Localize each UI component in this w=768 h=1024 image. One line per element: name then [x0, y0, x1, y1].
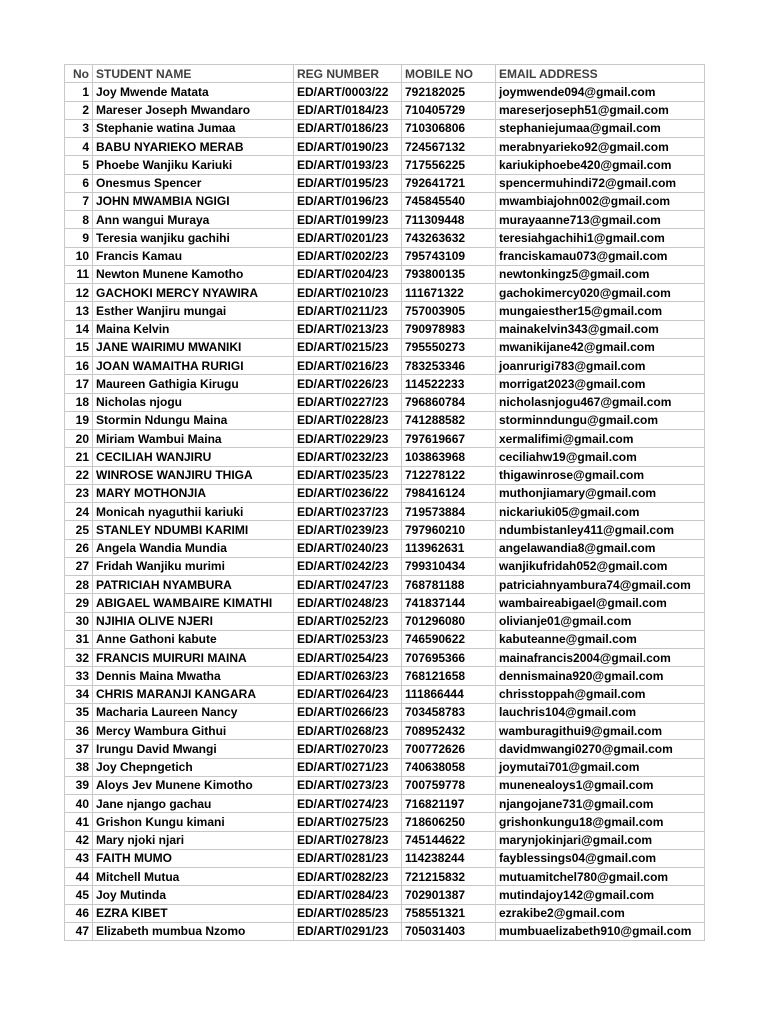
- cell-email-address: nicholasnjogu467@gmail.com: [496, 393, 705, 411]
- cell-no: 26: [65, 539, 93, 557]
- cell-mobile-no: 798416124: [402, 484, 496, 502]
- cell-email-address: merabnyarieko92@gmail.com: [496, 138, 705, 156]
- cell-email-address: chrisstoppah@gmail.com: [496, 685, 705, 703]
- table-row: [65, 685, 705, 703]
- cell-email-address: wambaireabigael@gmail.com: [496, 594, 705, 612]
- cell-student-name: Macharia Laureen Nancy: [93, 703, 294, 721]
- cell-reg-number: ED/ART/0216/23: [294, 357, 402, 375]
- table-row: [65, 703, 705, 721]
- cell-student-name: MARY MOTHONJIA: [93, 484, 294, 502]
- cell-reg-number: ED/ART/0278/23: [294, 831, 402, 849]
- table-row: [65, 503, 705, 521]
- cell-email-address: fayblessings04@gmail.com: [496, 849, 705, 867]
- cell-reg-number: ED/ART/0273/23: [294, 776, 402, 794]
- cell-email-address: joymwende094@gmail.com: [496, 83, 705, 101]
- cell-student-name: CHRIS MARANJI KANGARA: [93, 685, 294, 703]
- cell-mobile-no: 795550273: [402, 338, 496, 356]
- cell-no: 2: [65, 101, 93, 119]
- cell-mobile-no: 707695366: [402, 649, 496, 667]
- cell-email-address: teresiahgachihi1@gmail.com: [496, 229, 705, 247]
- cell-mobile-no: 741288582: [402, 411, 496, 429]
- table-row: [65, 357, 705, 375]
- cell-reg-number: ED/ART/0003/22: [294, 83, 402, 101]
- cell-reg-number: ED/ART/0252/23: [294, 612, 402, 630]
- table-row: [65, 302, 705, 320]
- cell-no: 21: [65, 448, 93, 466]
- cell-mobile-no: 111671322: [402, 284, 496, 302]
- cell-no: 11: [65, 265, 93, 283]
- cell-email-address: joymutai701@gmail.com: [496, 758, 705, 776]
- table-row: [65, 922, 705, 940]
- cell-mobile-no: 113962631: [402, 539, 496, 557]
- cell-student-name: Ann wangui Muraya: [93, 211, 294, 229]
- cell-student-name: FRANCIS MUIRURI MAINA: [93, 649, 294, 667]
- cell-email-address: kariukiphoebe420@gmail.com: [496, 156, 705, 174]
- cell-mobile-no: 758551321: [402, 904, 496, 922]
- cell-mobile-no: 114238244: [402, 849, 496, 867]
- cell-no: 36: [65, 722, 93, 740]
- cell-student-name: Onesmus Spencer: [93, 174, 294, 192]
- cell-student-name: JOAN WAMAITHA RURIGI: [93, 357, 294, 375]
- cell-mobile-no: 716821197: [402, 795, 496, 813]
- header-row: [65, 65, 705, 83]
- cell-no: 16: [65, 357, 93, 375]
- cell-no: 37: [65, 740, 93, 758]
- cell-reg-number: ED/ART/0210/23: [294, 284, 402, 302]
- cell-student-name: Monicah nyaguthii kariuki: [93, 503, 294, 521]
- table-row: [65, 466, 705, 484]
- cell-mobile-no: 740638058: [402, 758, 496, 776]
- table-row: [65, 868, 705, 886]
- cell-email-address: lauchris104@gmail.com: [496, 703, 705, 721]
- cell-no: 14: [65, 320, 93, 338]
- table-row: [65, 83, 705, 101]
- cell-student-name: Angela Wandia Mundia: [93, 539, 294, 557]
- cell-reg-number: ED/ART/0263/23: [294, 667, 402, 685]
- header-email-address: EMAIL ADDRESS: [496, 65, 705, 83]
- cell-no: 15: [65, 338, 93, 356]
- cell-reg-number: ED/ART/0199/23: [294, 211, 402, 229]
- cell-no: 23: [65, 484, 93, 502]
- cell-student-name: Jane njango gachau: [93, 795, 294, 813]
- cell-student-name: Mareser Joseph Mwandaro: [93, 101, 294, 119]
- cell-no: 33: [65, 667, 93, 685]
- cell-no: 3: [65, 119, 93, 137]
- cell-email-address: dennismaina920@gmail.com: [496, 667, 705, 685]
- cell-email-address: murayaanne713@gmail.com: [496, 211, 705, 229]
- cell-email-address: mumbuaelizabeth910@gmail.com: [496, 922, 705, 940]
- cell-student-name: Phoebe Wanjiku Kariuki: [93, 156, 294, 174]
- cell-reg-number: ED/ART/0186/23: [294, 119, 402, 137]
- cell-email-address: davidmwangi0270@gmail.com: [496, 740, 705, 758]
- cell-no: 10: [65, 247, 93, 265]
- cell-no: 1: [65, 83, 93, 101]
- table-header: [65, 65, 705, 83]
- cell-student-name: Miriam Wambui Maina: [93, 430, 294, 448]
- cell-reg-number: ED/ART/0201/23: [294, 229, 402, 247]
- table-row: [65, 740, 705, 758]
- cell-student-name: Maina Kelvin: [93, 320, 294, 338]
- cell-email-address: wanjikufridah052@gmail.com: [496, 557, 705, 575]
- cell-email-address: morrigat2023@gmail.com: [496, 375, 705, 393]
- cell-mobile-no: 114522233: [402, 375, 496, 393]
- cell-email-address: muthonjiamary@gmail.com: [496, 484, 705, 502]
- cell-reg-number: ED/ART/0184/23: [294, 101, 402, 119]
- cell-student-name: WINROSE WANJIRU THIGA: [93, 466, 294, 484]
- cell-no: 31: [65, 630, 93, 648]
- table-row: [65, 722, 705, 740]
- cell-email-address: mungaiesther15@gmail.com: [496, 302, 705, 320]
- cell-no: 41: [65, 813, 93, 831]
- cell-email-address: marynjokinjari@gmail.com: [496, 831, 705, 849]
- cell-mobile-no: 741837144: [402, 594, 496, 612]
- cell-mobile-no: 768121658: [402, 667, 496, 685]
- cell-email-address: mutuamitchel780@gmail.com: [496, 868, 705, 886]
- cell-no: 12: [65, 284, 93, 302]
- table-row: [65, 138, 705, 156]
- cell-student-name: ABIGAEL WAMBAIRE KIMATHI: [93, 594, 294, 612]
- cell-reg-number: ED/ART/0247/23: [294, 576, 402, 594]
- table-row: [65, 776, 705, 794]
- cell-no: 40: [65, 795, 93, 813]
- cell-student-name: Joy Mwende Matata: [93, 83, 294, 101]
- cell-no: 13: [65, 302, 93, 320]
- cell-mobile-no: 783253346: [402, 357, 496, 375]
- cell-reg-number: ED/ART/0248/23: [294, 594, 402, 612]
- cell-student-name: FAITH MUMO: [93, 849, 294, 867]
- cell-no: 32: [65, 649, 93, 667]
- cell-no: 22: [65, 466, 93, 484]
- cell-mobile-no: 711309448: [402, 211, 496, 229]
- cell-email-address: mainafrancis2004@gmail.com: [496, 649, 705, 667]
- cell-email-address: ezrakibe2@gmail.com: [496, 904, 705, 922]
- table-row: [65, 630, 705, 648]
- table-row: [65, 284, 705, 302]
- cell-no: 6: [65, 174, 93, 192]
- cell-no: 34: [65, 685, 93, 703]
- cell-student-name: Joy Chepngetich: [93, 758, 294, 776]
- cell-reg-number: ED/ART/0264/23: [294, 685, 402, 703]
- table-row: [65, 265, 705, 283]
- header-no: No: [65, 65, 93, 83]
- table-row: [65, 229, 705, 247]
- cell-email-address: wamburagithui9@gmail.com: [496, 722, 705, 740]
- cell-reg-number: ED/ART/0235/23: [294, 466, 402, 484]
- cell-no: 43: [65, 849, 93, 867]
- cell-reg-number: ED/ART/0239/23: [294, 521, 402, 539]
- cell-reg-number: ED/ART/0226/23: [294, 375, 402, 393]
- cell-reg-number: ED/ART/0240/23: [294, 539, 402, 557]
- cell-no: 27: [65, 557, 93, 575]
- cell-no: 7: [65, 192, 93, 210]
- cell-student-name: STANLEY NDUMBI KARIMI: [93, 521, 294, 539]
- cell-email-address: gachokimercy020@gmail.com: [496, 284, 705, 302]
- cell-email-address: mwambiajohn002@gmail.com: [496, 192, 705, 210]
- cell-mobile-no: 721215832: [402, 868, 496, 886]
- cell-mobile-no: 719573884: [402, 503, 496, 521]
- header-mobile-no: MOBILE NO: [402, 65, 496, 83]
- header-reg-number: REG NUMBER: [294, 65, 402, 83]
- cell-email-address: ceciliahw19@gmail.com: [496, 448, 705, 466]
- cell-mobile-no: 792182025: [402, 83, 496, 101]
- cell-student-name: Mercy Wambura Githui: [93, 722, 294, 740]
- table-row: [65, 393, 705, 411]
- cell-reg-number: ED/ART/0291/23: [294, 922, 402, 940]
- cell-email-address: njangojane731@gmail.com: [496, 795, 705, 813]
- cell-email-address: thigawinrose@gmail.com: [496, 466, 705, 484]
- cell-mobile-no: 746590622: [402, 630, 496, 648]
- table-row: [65, 795, 705, 813]
- cell-mobile-no: 708952432: [402, 722, 496, 740]
- cell-student-name: Grishon Kungu kimani: [93, 813, 294, 831]
- cell-student-name: Maureen Gathigia Kirugu: [93, 375, 294, 393]
- table-row: [65, 849, 705, 867]
- cell-mobile-no: 103863968: [402, 448, 496, 466]
- cell-email-address: storminndungu@gmail.com: [496, 411, 705, 429]
- cell-reg-number: ED/ART/0202/23: [294, 247, 402, 265]
- cell-email-address: franciskamau073@gmail.com: [496, 247, 705, 265]
- cell-mobile-no: 724567132: [402, 138, 496, 156]
- cell-mobile-no: 768781188: [402, 576, 496, 594]
- cell-email-address: mwanikijane42@gmail.com: [496, 338, 705, 356]
- table-row: [65, 594, 705, 612]
- cell-email-address: olivianje01@gmail.com: [496, 612, 705, 630]
- table-row: [65, 119, 705, 137]
- cell-student-name: GACHOKI MERCY NYAWIRA: [93, 284, 294, 302]
- cell-mobile-no: 745845540: [402, 192, 496, 210]
- cell-no: 28: [65, 576, 93, 594]
- table-row: [65, 886, 705, 904]
- table-row: [65, 375, 705, 393]
- cell-reg-number: ED/ART/0271/23: [294, 758, 402, 776]
- table-row: [65, 521, 705, 539]
- table-row: [65, 576, 705, 594]
- table-row: [65, 612, 705, 630]
- cell-no: 19: [65, 411, 93, 429]
- cell-email-address: mutindajoy142@gmail.com: [496, 886, 705, 904]
- cell-email-address: ndumbistanley411@gmail.com: [496, 521, 705, 539]
- table-row: [65, 667, 705, 685]
- cell-mobile-no: 795743109: [402, 247, 496, 265]
- table-row: [65, 448, 705, 466]
- cell-no: 47: [65, 922, 93, 940]
- cell-student-name: Elizabeth mumbua Nzomo: [93, 922, 294, 940]
- table-row: [65, 411, 705, 429]
- cell-reg-number: ED/ART/0236/22: [294, 484, 402, 502]
- cell-student-name: Newton Munene Kamotho: [93, 265, 294, 283]
- cell-student-name: Nicholas njogu: [93, 393, 294, 411]
- cell-reg-number: ED/ART/0213/23: [294, 320, 402, 338]
- cell-no: 39: [65, 776, 93, 794]
- table-row: [65, 758, 705, 776]
- cell-mobile-no: 718606250: [402, 813, 496, 831]
- cell-reg-number: ED/ART/0253/23: [294, 630, 402, 648]
- cell-no: 18: [65, 393, 93, 411]
- cell-student-name: NJIHIA OLIVE NJERI: [93, 612, 294, 630]
- cell-reg-number: ED/ART/0285/23: [294, 904, 402, 922]
- cell-reg-number: ED/ART/0266/23: [294, 703, 402, 721]
- table-body: [65, 83, 705, 941]
- cell-student-name: Francis Kamau: [93, 247, 294, 265]
- cell-mobile-no: 796860784: [402, 393, 496, 411]
- cell-mobile-no: 712278122: [402, 466, 496, 484]
- cell-student-name: EZRA KIBET: [93, 904, 294, 922]
- cell-reg-number: ED/ART/0242/23: [294, 557, 402, 575]
- cell-email-address: mareserjoseph51@gmail.com: [496, 101, 705, 119]
- cell-mobile-no: 745144622: [402, 831, 496, 849]
- table-row: [65, 247, 705, 265]
- cell-mobile-no: 757003905: [402, 302, 496, 320]
- cell-student-name: Dennis Maina Mwatha: [93, 667, 294, 685]
- cell-reg-number: ED/ART/0228/23: [294, 411, 402, 429]
- cell-mobile-no: 705031403: [402, 922, 496, 940]
- cell-reg-number: ED/ART/0196/23: [294, 192, 402, 210]
- table-row: [65, 539, 705, 557]
- table-row: [65, 338, 705, 356]
- cell-student-name: Joy Mutinda: [93, 886, 294, 904]
- cell-email-address: kabuteanne@gmail.com: [496, 630, 705, 648]
- table-row: [65, 831, 705, 849]
- cell-no: 4: [65, 138, 93, 156]
- table-row: [65, 904, 705, 922]
- cell-email-address: xermalifimi@gmail.com: [496, 430, 705, 448]
- cell-mobile-no: 710306806: [402, 119, 496, 137]
- cell-mobile-no: 790978983: [402, 320, 496, 338]
- cell-mobile-no: 743263632: [402, 229, 496, 247]
- cell-reg-number: ED/ART/0270/23: [294, 740, 402, 758]
- cell-email-address: mainakelvin343@gmail.com: [496, 320, 705, 338]
- cell-email-address: spencermuhindi72@gmail.com: [496, 174, 705, 192]
- student-table: [64, 64, 705, 941]
- table-row: [65, 557, 705, 575]
- cell-student-name: PATRICIAH NYAMBURA: [93, 576, 294, 594]
- cell-email-address: munenealoys1@gmail.com: [496, 776, 705, 794]
- cell-mobile-no: 700772626: [402, 740, 496, 758]
- cell-student-name: Teresia wanjiku gachihi: [93, 229, 294, 247]
- cell-reg-number: ED/ART/0281/23: [294, 849, 402, 867]
- cell-reg-number: ED/ART/0274/23: [294, 795, 402, 813]
- table-row: [65, 430, 705, 448]
- cell-no: 25: [65, 521, 93, 539]
- cell-student-name: JOHN MWAMBIA NGIGI: [93, 192, 294, 210]
- cell-student-name: Fridah Wanjiku murimi: [93, 557, 294, 575]
- cell-student-name: Mary njoki njari: [93, 831, 294, 849]
- cell-mobile-no: 797619667: [402, 430, 496, 448]
- cell-no: 8: [65, 211, 93, 229]
- cell-reg-number: ED/ART/0268/23: [294, 722, 402, 740]
- cell-email-address: stephaniejumaa@gmail.com: [496, 119, 705, 137]
- cell-reg-number: ED/ART/0193/23: [294, 156, 402, 174]
- table-row: [65, 649, 705, 667]
- cell-reg-number: ED/ART/0204/23: [294, 265, 402, 283]
- cell-no: 24: [65, 503, 93, 521]
- cell-mobile-no: 703458783: [402, 703, 496, 721]
- cell-email-address: joanrurigi783@gmail.com: [496, 357, 705, 375]
- table-row: [65, 484, 705, 502]
- cell-reg-number: ED/ART/0229/23: [294, 430, 402, 448]
- cell-mobile-no: 702901387: [402, 886, 496, 904]
- table-row: [65, 211, 705, 229]
- cell-no: 20: [65, 430, 93, 448]
- cell-no: 46: [65, 904, 93, 922]
- table-row: [65, 174, 705, 192]
- cell-no: 42: [65, 831, 93, 849]
- cell-mobile-no: 701296080: [402, 612, 496, 630]
- cell-reg-number: ED/ART/0232/23: [294, 448, 402, 466]
- cell-reg-number: ED/ART/0275/23: [294, 813, 402, 831]
- cell-mobile-no: 710405729: [402, 101, 496, 119]
- cell-no: 45: [65, 886, 93, 904]
- cell-mobile-no: 799310434: [402, 557, 496, 575]
- cell-mobile-no: 111866444: [402, 685, 496, 703]
- cell-student-name: Stephanie watina Jumaa: [93, 119, 294, 137]
- cell-mobile-no: 717556225: [402, 156, 496, 174]
- cell-mobile-no: 793800135: [402, 265, 496, 283]
- table-row: [65, 192, 705, 210]
- table-row: [65, 101, 705, 119]
- cell-student-name: Aloys Jev Munene Kimotho: [93, 776, 294, 794]
- cell-reg-number: ED/ART/0237/23: [294, 503, 402, 521]
- table-row: [65, 320, 705, 338]
- cell-reg-number: ED/ART/0211/23: [294, 302, 402, 320]
- cell-reg-number: ED/ART/0282/23: [294, 868, 402, 886]
- cell-student-name: Esther Wanjiru mungai: [93, 302, 294, 320]
- cell-student-name: CECILIAH WANJIRU: [93, 448, 294, 466]
- cell-mobile-no: 700759778: [402, 776, 496, 794]
- cell-reg-number: ED/ART/0195/23: [294, 174, 402, 192]
- cell-no: 17: [65, 375, 93, 393]
- table-row: [65, 156, 705, 174]
- cell-no: 38: [65, 758, 93, 776]
- cell-email-address: nickariuki05@gmail.com: [496, 503, 705, 521]
- cell-no: 9: [65, 229, 93, 247]
- cell-no: 30: [65, 612, 93, 630]
- cell-student-name: BABU NYARIEKO MERAB: [93, 138, 294, 156]
- cell-student-name: Mitchell Mutua: [93, 868, 294, 886]
- cell-student-name: Stormin Ndungu Maina: [93, 411, 294, 429]
- cell-email-address: patriciahnyambura74@gmail.com: [496, 576, 705, 594]
- cell-reg-number: ED/ART/0190/23: [294, 138, 402, 156]
- cell-reg-number: ED/ART/0254/23: [294, 649, 402, 667]
- cell-no: 44: [65, 868, 93, 886]
- cell-mobile-no: 797960210: [402, 521, 496, 539]
- cell-reg-number: ED/ART/0227/23: [294, 393, 402, 411]
- cell-email-address: newtonkingz5@gmail.com: [496, 265, 705, 283]
- cell-student-name: Anne Gathoni kabute: [93, 630, 294, 648]
- cell-student-name: JANE WAIRIMU MWANIKI: [93, 338, 294, 356]
- cell-reg-number: ED/ART/0284/23: [294, 886, 402, 904]
- cell-mobile-no: 792641721: [402, 174, 496, 192]
- cell-email-address: grishonkungu18@gmail.com: [496, 813, 705, 831]
- cell-no: 35: [65, 703, 93, 721]
- cell-no: 5: [65, 156, 93, 174]
- table-row: [65, 813, 705, 831]
- cell-no: 29: [65, 594, 93, 612]
- cell-student-name: Irungu David Mwangi: [93, 740, 294, 758]
- cell-reg-number: ED/ART/0215/23: [294, 338, 402, 356]
- header-student-name: STUDENT NAME: [93, 65, 294, 83]
- cell-email-address: angelawandia8@gmail.com: [496, 539, 705, 557]
